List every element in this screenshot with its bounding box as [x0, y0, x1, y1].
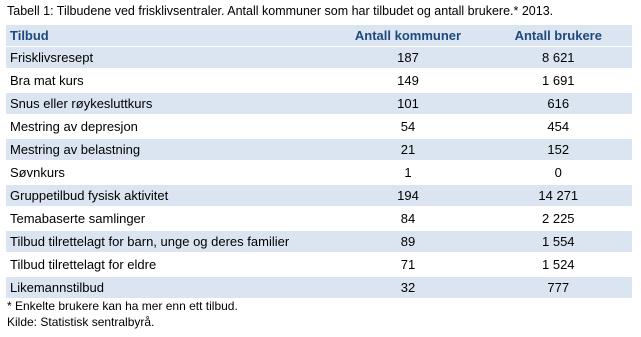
cell-tilbud: Bra mat kurs: [6, 69, 331, 92]
cell-tilbud: Tilbud tilrettelagt for barn, unge og deres familier: [6, 230, 331, 253]
cell-tilbud: Snus eller røykesluttkurs: [6, 92, 331, 115]
cell-antall-brukere: 1 554: [485, 230, 632, 253]
table-row: [6, 46, 632, 69]
table-row: [6, 230, 632, 253]
cell-antall-brukere: 8 621: [485, 46, 632, 69]
cell-antall-brukere: 777: [485, 276, 632, 299]
cell-tilbud: Temabaserte samlinger: [6, 207, 331, 230]
cell-antall-brukere: 1 524: [485, 253, 632, 276]
cell-antall-kommuner: 32: [331, 276, 484, 299]
cell-antall-brukere: 0: [485, 161, 632, 184]
footnote: * Enkelte brukere kan ha mer enn ett tilbud.: [7, 299, 238, 313]
table-row: [6, 207, 632, 230]
cell-tilbud: Mestring av depresjon: [6, 115, 331, 138]
cell-antall-kommuner: 101: [331, 92, 484, 115]
table-header-row: [6, 25, 632, 46]
cell-tilbud: Mestring av belastning: [6, 138, 331, 161]
source-note: Kilde: Statistisk sentralbyrå.: [7, 315, 155, 329]
cell-antall-kommuner: 21: [331, 138, 484, 161]
table-footer: [7, 298, 238, 330]
cell-antall-brukere: 152: [485, 138, 632, 161]
table-row: [6, 161, 632, 184]
cell-tilbud: Søvnkurs: [6, 161, 331, 184]
data-table: [6, 25, 632, 300]
cell-antall-brukere: 616: [485, 92, 632, 115]
table-row: [6, 184, 632, 207]
table-caption: Tabell 1: Tilbudene ved frisklivsentraler. Antall kommuner som har tilbudet og antall brukere.* 2013.: [7, 4, 554, 18]
cell-tilbud: Tilbud tilrettelagt for eldre: [6, 253, 331, 276]
cell-antall-kommuner: 54: [331, 115, 484, 138]
cell-antall-kommuner: 149: [331, 69, 484, 92]
column-header-antall-brukere: Antall brukere: [485, 25, 632, 46]
cell-tilbud: Gruppetilbud fysisk aktivitet: [6, 184, 331, 207]
table-row: [6, 276, 632, 299]
table-row: [6, 253, 632, 276]
column-header-antall-kommuner: Antall kommuner: [331, 25, 484, 46]
cell-antall-brukere: 2 225: [485, 207, 632, 230]
cell-tilbud: Frisklivsresept: [6, 46, 331, 69]
cell-antall-brukere: 454: [485, 115, 632, 138]
cell-antall-kommuner: 194: [331, 184, 484, 207]
cell-antall-brukere: 1 691: [485, 69, 632, 92]
cell-antall-kommuner: 84: [331, 207, 484, 230]
cell-antall-kommuner: 71: [331, 253, 484, 276]
cell-antall-kommuner: 89: [331, 230, 484, 253]
cell-antall-kommuner: 1: [331, 161, 484, 184]
cell-tilbud: Likemannstilbud: [6, 276, 331, 299]
cell-antall-kommuner: 187: [331, 46, 484, 69]
column-header-tilbud: Tilbud: [6, 25, 331, 46]
table-row: [6, 138, 632, 161]
table-row: [6, 69, 632, 92]
table-row: [6, 115, 632, 138]
table-row: [6, 92, 632, 115]
cell-antall-brukere: 14 271: [485, 184, 632, 207]
